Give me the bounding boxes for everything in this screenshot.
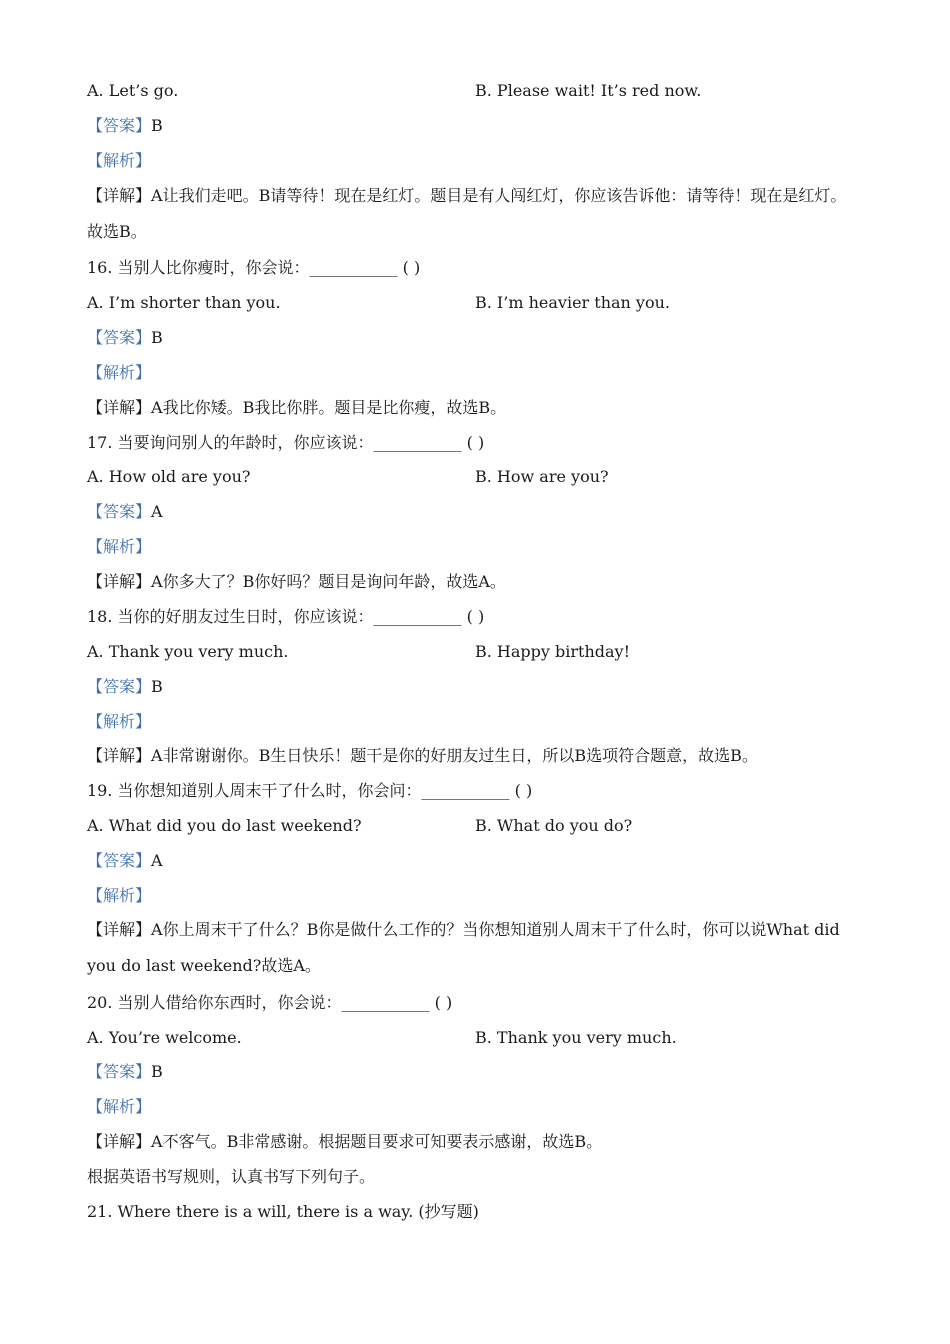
q18-answer-value: B [151, 677, 163, 696]
detail-tag: 【详解】 [87, 1132, 152, 1151]
q21-question: 21. Where there is a will, there is a way. (抄写题) [87, 1202, 479, 1221]
answer-tag: 【答案】 [87, 1062, 152, 1081]
answer-tag: 【答案】 [87, 677, 152, 696]
q19-option-b: B. What do you do? [475, 816, 633, 835]
q17-detail [87, 572, 506, 592]
q17-detail-text: A你多大了？B你好吗？题目是询问年龄，故选A。 [151, 572, 506, 591]
q15-option-a: A. Let’s go. [87, 81, 179, 100]
q20-option-b: B. Thank you very much. [475, 1028, 677, 1047]
q17-option-b: B. How are you? [475, 467, 609, 486]
detail-tag: 【详解】 [87, 398, 152, 417]
q20-detail-text: A不客气。B非常感谢。根据题目要求可知要表示感谢，故选B。 [151, 1132, 603, 1151]
answer-tag: 【答案】 [87, 116, 152, 135]
q20-detail [87, 1132, 602, 1152]
answer-tag: 【答案】 [87, 328, 152, 347]
q19-detail-text: A你上周末干了什么？B你是做什么工作的？当你想知道别人周末干了什么时，你可以说What did you do last weekend?故选A。 [87, 920, 840, 975]
q19-analysis-tag: 【解析】 [87, 886, 152, 905]
q18-option-a: A. Thank you very much. [87, 642, 289, 661]
q18-detail [87, 746, 758, 766]
q18-answer [87, 677, 163, 697]
q20-answer [87, 1062, 163, 1082]
q17-answer-value: A [151, 502, 163, 521]
section-instruction: 根据英语书写规则，认真书写下列句子。 [87, 1167, 376, 1186]
q20-option-a: A. You’re welcome. [87, 1028, 242, 1047]
detail-tag: 【详解】 [87, 746, 152, 765]
q19-question: 19. 当你想知道别人周末干了什么时，你会问：___________ ( ) [87, 781, 533, 800]
q15-option-b: B. Please wait! It’s red now. [475, 81, 702, 100]
answer-tag: 【答案】 [87, 502, 152, 521]
q17-analysis-tag: 【解析】 [87, 537, 152, 556]
q18-option-b: B. Happy birthday! [475, 642, 631, 661]
detail-tag: 【详解】 [87, 572, 152, 591]
detail-tag: 【详解】 [87, 186, 152, 205]
q16-question: 16. 当别人比你瘦时，你会说：___________ ( ) [87, 258, 421, 277]
q20-answer-value: B [151, 1062, 163, 1081]
q19-answer-value: A [151, 851, 163, 870]
q17-answer [87, 502, 163, 522]
q15-analysis-tag: 【解析】 [87, 151, 152, 170]
q16-answer-value: B [151, 328, 163, 347]
q19-detail [87, 912, 857, 984]
q16-option-b: B. I’m heavier than you. [475, 293, 670, 312]
q16-answer [87, 328, 163, 348]
q15-detail-text: A让我们走吧。B请等待！现在是红灯。题目是有人闯红灯，你应该告诉他：请等待！现在是红灯。故选B。 [87, 186, 847, 241]
q20-question: 20. 当别人借给你东西时，你会说：___________ ( ) [87, 993, 453, 1012]
q15-answer [87, 116, 163, 136]
q16-analysis-tag: 【解析】 [87, 363, 152, 382]
q18-analysis-tag: 【解析】 [87, 712, 152, 731]
q16-detail-text: A我比你矮。B我比你胖。题目是比你瘦，故选B。 [151, 398, 507, 417]
q18-question: 18. 当你的好朋友过生日时，你应该说：___________ ( ) [87, 607, 485, 626]
q17-question: 17. 当要询问别人的年龄时，你应该说：___________ ( ) [87, 433, 485, 452]
q16-option-a: A. I’m shorter than you. [87, 293, 281, 312]
detail-tag: 【详解】 [87, 920, 152, 939]
q20-analysis-tag: 【解析】 [87, 1097, 152, 1116]
q19-option-a: A. What did you do last weekend? [87, 816, 362, 835]
q18-detail-text: A非常谢谢你。B生日快乐！题干是你的好朋友过生日，所以B选项符合题意，故选B。 [151, 746, 758, 765]
q16-detail [87, 398, 506, 418]
q19-answer [87, 851, 163, 871]
q15-detail [87, 178, 857, 250]
q15-answer-value: B [151, 116, 163, 135]
q17-option-a: A. How old are you? [87, 467, 251, 486]
answer-tag: 【答案】 [87, 851, 152, 870]
